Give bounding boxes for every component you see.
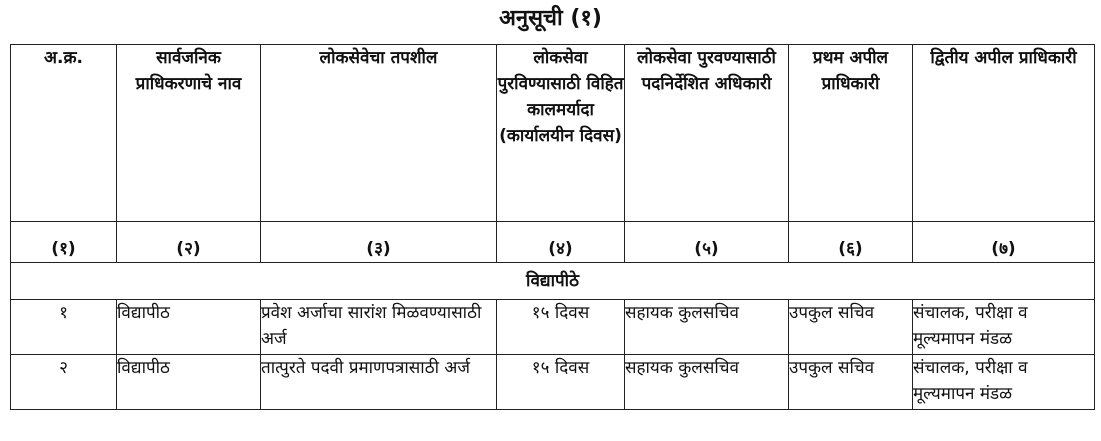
column-number: (२) (117, 222, 261, 263)
column-number: (७) (913, 222, 1095, 263)
cell-second-appeal: संचालक, परीक्षा व मूल्यमापन मंडळ (913, 355, 1095, 410)
table-row (11, 355, 1095, 410)
header-designated-officer: लोकसेवा पुरवण्यासाठी पदनिर्देशित अधिकारी (625, 45, 789, 222)
cell-serial-no: २ (11, 355, 117, 410)
header-serial-no: अ.क्र. (11, 45, 117, 222)
header-authority-name: सार्वजनिक प्राधिकरणाचे नाव (117, 45, 261, 222)
section-row (11, 263, 1095, 300)
cell-designated-officer: सहायक कुलसचिव (625, 355, 789, 410)
header-time-limit: लोकसेवा पुरविण्यासाठी विहित कालमर्यादा (कार्यालयीन दिवस) (497, 45, 625, 222)
column-number: (३) (261, 222, 497, 263)
cell-first-appeal: उपकुल सचिव (789, 355, 913, 410)
section-title: विद्यापीठे (11, 263, 1095, 300)
header-row (11, 45, 1095, 222)
cell-serial-no: १ (11, 300, 117, 355)
cell-service-details: तात्पुरते पदवी प्रमाणपत्रासाठी अर्ज (261, 355, 497, 410)
header-second-appeal: द्वितीय अपील प्राधिकारी (913, 45, 1095, 222)
schedule-title: अनुसूची (१) (499, 6, 602, 31)
table-row (11, 300, 1095, 355)
cell-service-details: प्रवेश अर्जाचा सारांश मिळवण्यासाठी अर्ज (261, 300, 497, 355)
schedule-table (10, 44, 1095, 410)
column-number: (४) (497, 222, 625, 263)
header-first-appeal: प्रथम अपील प्राधिकारी (789, 45, 913, 222)
cell-designated-officer: सहायक कुलसचिव (625, 300, 789, 355)
header-service-details: लोकसेवेचा तपशील (261, 45, 497, 222)
cell-first-appeal: उपकुल सचिव (789, 300, 913, 355)
cell-time-limit: १५ दिवस (497, 300, 625, 355)
cell-time-limit: १५ दिवस (497, 355, 625, 410)
cell-authority-name: विद्यापीठ (117, 355, 261, 410)
column-number-row (11, 222, 1095, 263)
column-number: (१) (11, 222, 117, 263)
cell-authority-name: विद्यापीठ (117, 300, 261, 355)
column-number: (५) (625, 222, 789, 263)
column-number: (६) (789, 222, 913, 263)
cell-second-appeal: संचालक, परीक्षा व मूल्यमापन मंडळ (913, 300, 1095, 355)
